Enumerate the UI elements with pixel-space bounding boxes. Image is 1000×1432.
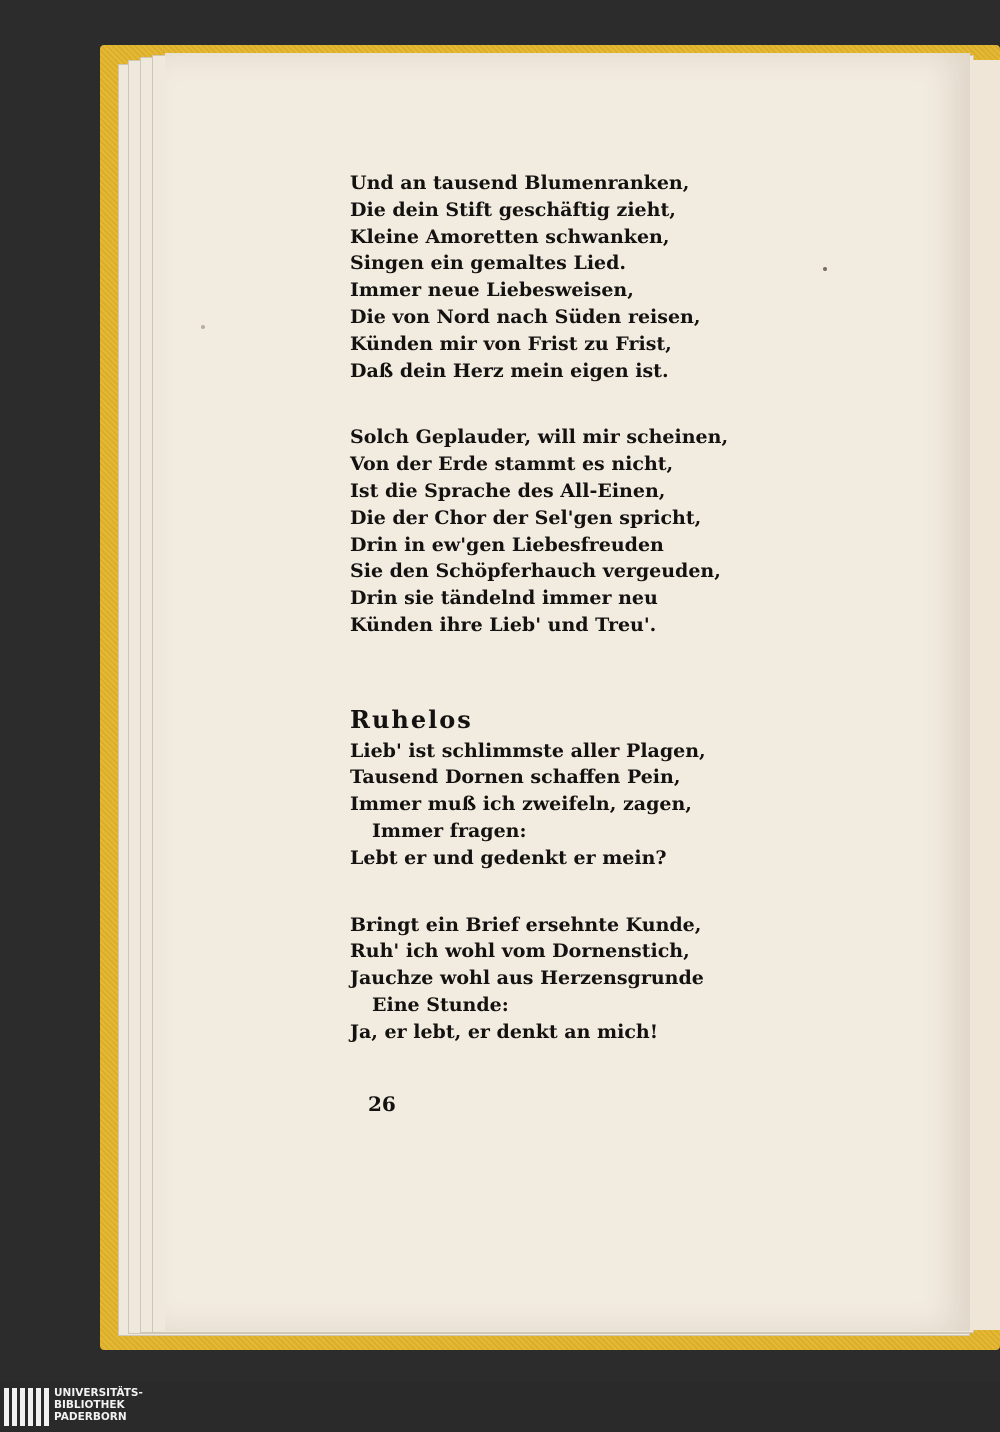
verse-line: Die von Nord nach Süden reisen, [350,305,701,328]
verse-line: Die der Chor der Sel'gen spricht, [350,506,702,529]
poem-text-block [350,170,790,1046]
library-footer [0,1382,1000,1432]
verse-line: Bringt ein Brief ersehnte Kunde, [350,913,702,936]
verse-line: Und an tausend Blumenranken, [350,172,690,194]
verse-line: Sie den Schöpferhauch vergeuden, [350,560,721,583]
stanza-spacer [350,872,790,912]
verse-line: Eine Stunde: [372,993,509,1016]
page-number: 26 [368,1092,396,1116]
poem-stanza [350,170,790,384]
library-logo-icon [4,1388,49,1426]
verse-line: Künden mir von Frist zu Frist, [350,332,672,355]
poem-title: Ruhelos [350,704,473,734]
verse-line: Künden ihre Lieb' und Treu'. [350,613,657,636]
ink-speck [823,267,827,271]
poem-stanza [350,738,790,872]
verse-line: Tausend Dornen schaffen Pein, [350,766,681,789]
ink-speck [201,325,205,329]
verse-line: Von der Erde stammt es nicht, [350,453,674,476]
verse-line: Ja, er lebt, er denkt an mich! [350,1020,659,1043]
library-name-line: UNIVERSITÄTS- [54,1387,143,1399]
poem-stanza [350,424,790,638]
verse-line: Immer muß ich zweifeln, zagen, [350,793,692,816]
verse-line: Singen ein gemaltes Lied. [350,252,627,275]
verse-line: Lebt er und gedenkt er mein? [350,846,667,869]
verse-line: Daß dein Herz mein eigen ist. [350,359,669,382]
library-name-line: PADERBORN [54,1411,127,1423]
verse-line: Immer fragen: [372,819,527,842]
show-through-text [835,170,1000,344]
verse-line: Kleine Amoretten schwanken, [350,225,670,248]
stanza-spacer [350,384,790,424]
verse-line: Immer neue Liebesweisen, [350,279,634,302]
verse-line: Jauchze wohl aus Herzensgrunde [350,967,704,990]
poem-stanza [350,912,790,1046]
verse-line: Drin in ew'gen Liebesfreuden [350,533,664,556]
library-name [54,1387,143,1423]
verse-line: Ist die Sprache des All-Einen, [350,479,666,502]
verse-line: Ruh' ich wohl vom Dornenstich, [350,940,690,963]
verse-line: Die dein Stift geschäftig zieht, [350,198,676,221]
library-name-line: BIBLIOTHEK [54,1399,125,1411]
verse-line: Solch Geplauder, will mir scheinen, [350,426,729,449]
verse-line: Drin sie tändelnd immer neu [350,587,658,610]
verse-line: Lieb' ist schlimmste aller Plagen, [350,739,706,762]
